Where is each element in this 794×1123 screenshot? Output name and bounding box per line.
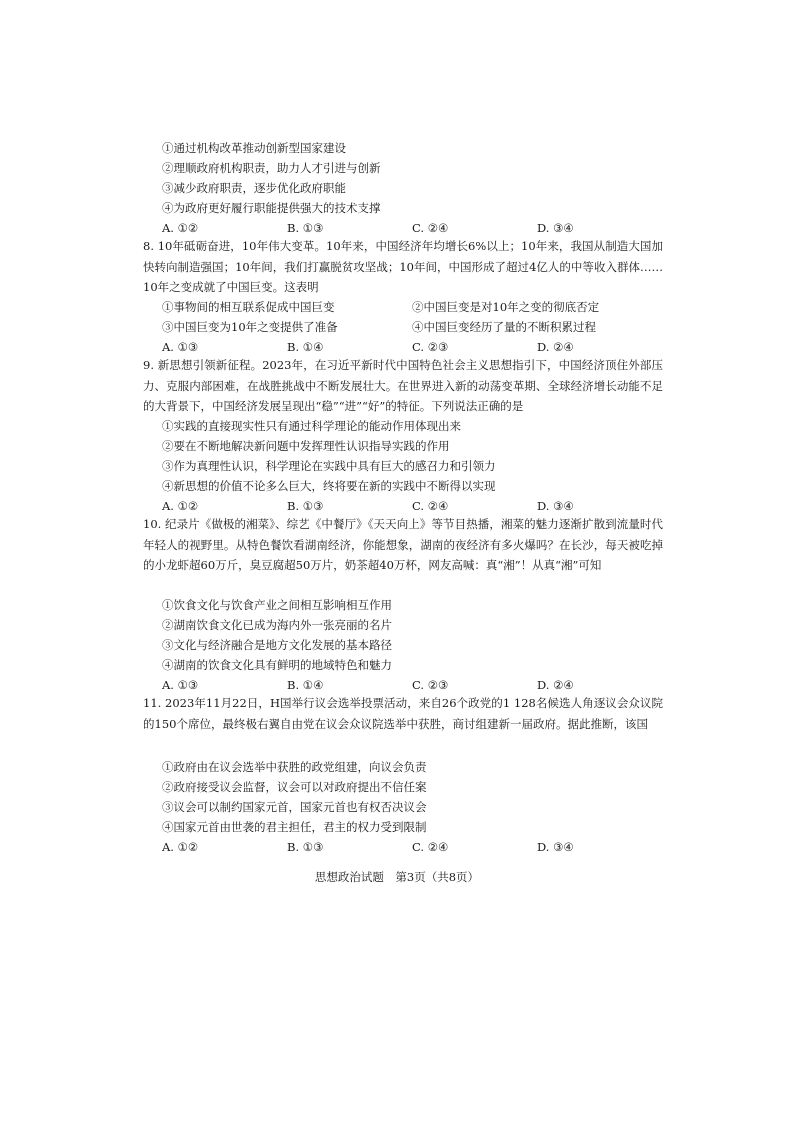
q10-option-2: ②湖南饮食文化已成为海内外一张亮丽的名片: [162, 618, 392, 632]
q11-choice-a[interactable]: A. ①②: [162, 840, 199, 854]
q7-option-3: ③减少政府职责，逐步优化政府职能: [162, 181, 346, 195]
q8-options-row-2: [162, 319, 622, 335]
q10-choice-a[interactable]: A. ①③: [162, 678, 199, 692]
q8-option-2: ②中国巨变是对10年之变的彻底否定: [412, 300, 600, 314]
q10-choice-c[interactable]: C. ②③: [412, 678, 449, 692]
q10-stem: 10. 纪录片《做极的湘菜》、综艺《中餐厅》《天天向上》等节目热播，湘菜的魅力逐渐扩散到流量时代年轻人的视野里。从特色餐饮看湖南经济，你能想象，湖南的夜经济有多火爆吗？在长沙，每天被吃掉的小龙虾超60万斤，臭豆腐超50万片，奶茶超40万杯，网友高喊：真“湘”！从真“湘”可知: [143, 517, 663, 572]
q9-stem: 9. 新思想引领新征程。2023年，在习近平新时代中国特色社会主义思想指引下，中国经济顶住外部压力、克服内部困难，在战胜挑战中不断发展壮大。在世界进入新的动荡变革期、全球经济增长动能不足的大背景下，中国经济发展呈现出“稳”“进”“好”的特征。下列说法正确的是: [143, 358, 663, 413]
q7-choice-c[interactable]: C. ②④: [412, 221, 449, 235]
q9-choice-c[interactable]: C. ②④: [412, 499, 449, 513]
q8-option-3: ③中国巨变为10年之变提供了准备: [162, 320, 338, 334]
q11-choice-b[interactable]: B. ①③: [287, 840, 324, 854]
q8-option-1: ①事物间的相互联系促成中国巨变: [162, 300, 335, 314]
q11-option-3: ③议会可以制约国家元首，国家元首也有权否决议会: [162, 800, 427, 814]
q7-choice-d[interactable]: D. ③④: [537, 221, 574, 235]
q7-choices: [162, 220, 622, 236]
q9-choice-b[interactable]: B. ①③: [287, 499, 324, 513]
q8-option-4: ④中国巨变经历了量的不断积累过程: [412, 320, 596, 334]
q7-option-2: ②理顺政府机构职责，助力人才引进与创新: [162, 161, 381, 175]
q10-choice-b[interactable]: B. ①④: [287, 678, 324, 692]
q7-choice-b[interactable]: B. ①③: [287, 221, 324, 235]
q9-choices: [162, 498, 622, 514]
q10-option-3: ③文化与经济融合是地方文化发展的基本路径: [162, 638, 392, 652]
q8-choice-c[interactable]: C. ②③: [412, 340, 449, 354]
page-footer: 思想政治试题 第3页（共8页）: [314, 870, 480, 884]
q8-choices: [162, 339, 622, 355]
q9-choice-d[interactable]: D. ③④: [537, 499, 574, 513]
q9-option-1: ①实践的直接现实性只有通过科学理论的能动作用体现出来: [162, 419, 461, 433]
q11-choices: [162, 839, 622, 855]
q9-option-4: ④新思想的价值不论多么巨大，终将要在新的实践中不断得以实现: [162, 479, 496, 493]
q11-choice-d[interactable]: D. ③④: [537, 840, 574, 854]
q11-option-2: ②政府接受议会监督，议会可以对政府提出不信任案: [162, 780, 427, 794]
q7-option-1: ①通过机构改革推动创新型国家建设: [162, 141, 346, 155]
q7-option-4: ④为政府更好履行职能提供强大的技术支撑: [162, 201, 381, 215]
q11-option-1: ①政府由在议会选举中获胜的政党组建，向议会负责: [162, 760, 427, 774]
q10-option-4: ④湖南的饮食文化具有鲜明的地域特色和魅力: [162, 658, 392, 672]
q11-option-4: ④国家元首由世袭的君主担任，君主的权力受到限制: [162, 820, 427, 834]
q8-options-row-1: [162, 299, 622, 315]
q8-choice-d[interactable]: D. ②④: [537, 340, 574, 354]
q9-option-2: ②要在不断地解决新问题中发挥理性认识指导实践的作用: [162, 439, 450, 453]
q8-stem: 8. 10年砥砺奋进，10年伟大变革。10年来，中国经济年均增长6%以上；10年来，我国从制造大国加快转向制造强国；10年间，我们打赢脱贫攻坚战；10年间，中国形成了超过4亿人的中等收入群体……10年之变成就了中国巨变。这表明: [143, 239, 663, 294]
q10-option-1: ①饮食文化与饮食产业之间相互影响相互作用: [162, 598, 392, 612]
q9-option-3: ③作为真理性认识，科学理论在实践中具有巨大的感召力和引领力: [162, 459, 496, 473]
q8-choice-b[interactable]: B. ①④: [287, 340, 324, 354]
q8-choice-a[interactable]: A. ①③: [162, 340, 199, 354]
q7-choice-a[interactable]: A. ①②: [162, 221, 199, 235]
q11-choice-c[interactable]: C. ②④: [412, 840, 449, 854]
q9-choice-a[interactable]: A. ①②: [162, 499, 199, 513]
q11-stem: 11. 2023年11月22日，H国举行议会选举投票活动，来自26个政党的1 128名候选人角逐议会众议院的150个席位，最终极右翼自由党在议会众议院选举中获胜，商讨组建新一届政府。据此推断，该国: [143, 696, 663, 731]
q10-choices: [162, 677, 622, 693]
q10-choice-d[interactable]: D. ②④: [537, 678, 574, 692]
